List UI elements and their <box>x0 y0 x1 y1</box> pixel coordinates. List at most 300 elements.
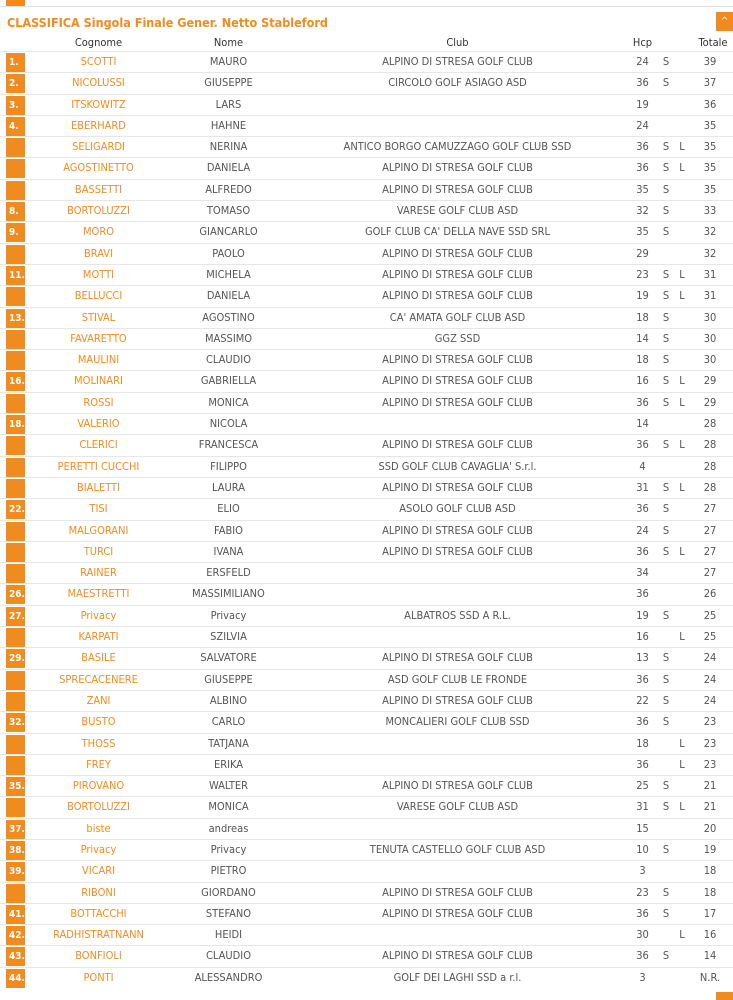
rank-badge <box>6 735 25 754</box>
rank-badge <box>6 138 25 157</box>
nome-cell: DANIELA <box>206 289 251 303</box>
hcp-cell: 35 <box>636 182 649 196</box>
table-row <box>0 775 733 796</box>
nome-cell: PAOLO <box>212 246 245 260</box>
nome-cell: FABIO <box>214 523 243 537</box>
cognome-cell[interactable]: Privacy <box>80 842 117 856</box>
header-nome: Nome <box>213 36 244 49</box>
table-row <box>0 477 733 498</box>
hcp-cell: 36 <box>636 949 649 963</box>
scroll-top-button-bottom[interactable] <box>716 992 733 1000</box>
rank-badge: 11. <box>6 266 25 285</box>
nome-cell: DANIELA <box>206 161 251 175</box>
club-cell: ALPINO DI STRESA GOLF CLUB <box>382 651 533 665</box>
chevron-up-icon: ^ <box>720 16 729 27</box>
cognome-cell[interactable]: BRAVI <box>84 246 113 260</box>
hcp-cell: 32 <box>636 204 649 218</box>
nome-cell: FILIPPO <box>210 459 247 473</box>
table-row <box>0 498 733 519</box>
cognome-cell[interactable]: FREY <box>86 757 111 771</box>
l-flag: L <box>679 928 685 942</box>
nome-cell: PIETRO <box>210 864 247 878</box>
nome-cell: MONICA <box>208 800 249 814</box>
cognome-cell[interactable]: SELIGARDI <box>72 140 125 154</box>
hcp-cell: 36 <box>636 502 649 516</box>
cognome-cell[interactable]: BELLUCCI <box>74 289 123 303</box>
hcp-cell: 16 <box>636 374 649 388</box>
rank-badge <box>6 692 25 711</box>
totale-cell: 32 <box>703 246 717 260</box>
totale-cell: 35 <box>703 118 717 132</box>
table-row <box>0 583 733 604</box>
hcp-cell: 34 <box>636 566 649 580</box>
club-cell: ALPINO DI STRESA GOLF CLUB <box>382 480 533 494</box>
nome-cell: HAHNE <box>210 118 247 132</box>
table-row <box>0 94 733 115</box>
l-flag: L <box>679 630 685 644</box>
cognome-cell[interactable]: MOLINARI <box>74 374 123 388</box>
s-flag: S <box>662 395 670 409</box>
club-cell: ALPINO DI STRESA GOLF CLUB <box>382 906 533 920</box>
table-row <box>0 818 733 839</box>
totale-cell: 31 <box>703 267 717 281</box>
totale-cell: 20 <box>703 821 717 835</box>
table-title-bar <box>0 11 733 33</box>
hcp-cell: 14 <box>636 331 649 345</box>
previous-table-edge <box>0 0 733 7</box>
rank-badge: 8. <box>6 202 25 221</box>
cognome-cell[interactable]: Privacy <box>80 608 117 622</box>
hcp-cell: 3 <box>639 970 646 984</box>
table-row <box>0 796 733 817</box>
l-flag: L <box>679 140 685 154</box>
cognome-cell[interactable]: ZANI <box>86 693 111 707</box>
table-row <box>0 733 733 754</box>
cognome-cell[interactable]: BORTOLUZZI <box>67 800 130 814</box>
hcp-cell: 24 <box>636 55 649 68</box>
nome-cell: MONICA <box>208 395 249 409</box>
table-row <box>0 669 733 690</box>
nome-cell: GIANCARLO <box>199 225 258 239</box>
hcp-cell: 14 <box>636 417 649 431</box>
rank-badge: 39. <box>6 862 25 881</box>
rank-badge: 27. <box>6 607 25 626</box>
totale-cell: 14 <box>703 949 717 963</box>
rank-badge: 18. <box>6 415 25 434</box>
cognome-cell[interactable]: EBERHARD <box>71 118 126 132</box>
totale-cell: 23 <box>703 736 717 750</box>
table-row <box>0 72 733 93</box>
cognome-cell[interactable]: PIROVANO <box>72 779 125 793</box>
hcp-cell: 15 <box>636 821 649 835</box>
hcp-cell: 36 <box>636 140 649 154</box>
club-cell: ALPINO DI STRESA GOLF CLUB <box>382 374 533 388</box>
cognome-cell[interactable]: PERETTI CUCCHI <box>57 459 140 473</box>
nome-cell: MAURO <box>209 55 248 68</box>
table-row <box>0 136 733 157</box>
club-cell: SSD GOLF CLUB CAVAGLIA' S.r.l. <box>378 459 537 473</box>
rank-badge: 41. <box>6 905 25 924</box>
s-flag: S <box>662 182 670 196</box>
totale-cell: N.R. <box>699 970 721 984</box>
nome-cell: SZILVIA <box>210 630 247 644</box>
hcp-cell: 35 <box>636 225 649 239</box>
nome-cell: FRANCESCA <box>198 438 259 452</box>
rank-badge: 4. <box>6 117 25 136</box>
club-cell: ALBATROS SSD A R.L. <box>404 608 511 622</box>
club-cell: ANTICO BORGO CAMUZZAGO GOLF CLUB SSD <box>343 140 572 154</box>
table-row <box>0 115 733 136</box>
hcp-cell: 19 <box>636 289 649 303</box>
totale-cell: 27 <box>703 523 717 537</box>
l-flag: L <box>679 544 685 558</box>
hcp-cell: 3 <box>639 864 646 878</box>
hcp-cell: 36 <box>636 587 649 601</box>
hcp-cell: 36 <box>636 715 649 729</box>
hcp-cell: 23 <box>636 267 649 281</box>
club-cell: ALPINO DI STRESA GOLF CLUB <box>382 523 533 537</box>
rank-badge <box>6 798 25 817</box>
totale-cell: 33 <box>703 204 717 218</box>
s-flag: S <box>662 353 670 367</box>
s-flag: S <box>662 715 670 729</box>
table-row <box>0 285 733 306</box>
cognome-cell[interactable]: BORTOLUZZI <box>67 204 130 218</box>
header-club: Club <box>446 36 469 49</box>
s-flag: S <box>662 885 670 899</box>
cognome-cell[interactable]: THOSS <box>81 736 116 750</box>
totale-cell: 18 <box>703 864 717 878</box>
s-flag: S <box>662 842 670 856</box>
hcp-cell: 31 <box>636 480 649 494</box>
totale-cell: 28 <box>703 417 717 431</box>
cognome-cell[interactable]: TURCI <box>83 544 114 558</box>
totale-cell: 19 <box>703 842 717 856</box>
club-cell: ALPINO DI STRESA GOLF CLUB <box>382 544 533 558</box>
l-flag: L <box>679 267 685 281</box>
s-flag: S <box>662 672 670 686</box>
s-flag: S <box>662 140 670 154</box>
rank-badge: 1. <box>6 53 25 72</box>
club-cell: ALPINO DI STRESA GOLF CLUB <box>382 267 533 281</box>
club-cell: CA' AMATA GOLF CLUB ASD <box>389 310 526 324</box>
rank-badge: 13. <box>6 309 25 328</box>
totale-cell: 30 <box>703 353 717 367</box>
cognome-cell[interactable]: RIBONI <box>81 885 116 899</box>
cognome-cell[interactable]: RADHISTRATNANN <box>53 928 144 942</box>
rank-badge <box>6 628 25 647</box>
s-flag: S <box>662 438 670 452</box>
hcp-cell: 30 <box>636 928 649 942</box>
table-row <box>0 456 733 477</box>
cognome-cell[interactable]: BASILE <box>81 651 116 665</box>
table-row <box>0 626 733 647</box>
table-row <box>0 562 733 583</box>
cognome-cell[interactable]: AGOSTINETTO <box>63 161 134 175</box>
s-flag: S <box>662 267 670 281</box>
cognome-cell[interactable]: BIALETTI <box>76 480 121 494</box>
totale-cell: 25 <box>703 608 717 622</box>
hcp-cell: 36 <box>636 76 649 90</box>
l-flag: L <box>679 289 685 303</box>
totale-cell: 39 <box>703 55 717 68</box>
s-flag: S <box>662 523 670 537</box>
club-cell: ALPINO DI STRESA GOLF CLUB <box>382 289 533 303</box>
totale-cell: 23 <box>703 715 717 729</box>
hcp-cell: 4 <box>639 459 646 473</box>
nome-cell: NICOLA <box>209 417 248 431</box>
divider <box>0 6 733 7</box>
table-row <box>0 51 733 72</box>
nome-cell: CLAUDIO <box>205 353 251 367</box>
cognome-cell[interactable]: BONFIOLI <box>75 949 122 963</box>
l-flag: L <box>679 374 685 388</box>
club-cell: VARESE GOLF CLUB ASD <box>396 800 519 814</box>
cognome-cell[interactable]: ITSKOWITZ <box>71 97 126 111</box>
table-row <box>0 221 733 242</box>
cognome-cell[interactable]: ROSSI <box>83 395 114 409</box>
table-row <box>0 605 733 626</box>
totale-cell: 30 <box>703 310 717 324</box>
nome-cell: MICHELA <box>206 267 251 281</box>
rank-badge: 44. <box>6 969 25 988</box>
table-row <box>0 520 733 541</box>
cognome-cell[interactable]: FAVARETTO <box>70 331 127 345</box>
totale-cell: 31 <box>703 289 717 303</box>
club-cell: VARESE GOLF CLUB ASD <box>396 204 519 218</box>
s-flag: S <box>662 76 670 90</box>
rank-badge: 16. <box>6 372 25 391</box>
header-cognome: Cognome <box>74 36 123 49</box>
hcp-cell: 24 <box>636 118 649 132</box>
table-row <box>0 264 733 285</box>
club-cell: ALPINO DI STRESA GOLF CLUB <box>382 395 533 409</box>
totale-cell: 36 <box>703 97 717 111</box>
rank-badge <box>6 522 25 541</box>
nome-cell: ALESSANDRO <box>194 970 263 984</box>
page-title: CLASSIFICA Singola Finale Gener. Netto Stableford <box>7 15 328 30</box>
rank-badge <box>6 564 25 583</box>
scroll-top-button[interactable] <box>716 12 733 31</box>
s-flag: S <box>662 502 670 516</box>
nome-cell: HEIDI <box>214 928 243 942</box>
nome-cell: ERSFELD <box>206 566 251 580</box>
cognome-cell[interactable]: BUSTO <box>81 715 116 729</box>
nome-cell: GABRIELLA <box>200 374 257 388</box>
cognome-cell[interactable]: SPRECACENERE <box>59 672 138 686</box>
rank-badge <box>6 330 25 349</box>
l-flag: L <box>679 480 685 494</box>
club-cell: ALPINO DI STRESA GOLF CLUB <box>382 438 533 452</box>
totale-cell: 37 <box>703 76 717 90</box>
club-cell: CIRCOLO GOLF ASIAGO ASD <box>388 76 527 90</box>
rank-badge: 29. <box>6 649 25 668</box>
table-row <box>0 754 733 775</box>
cognome-cell[interactable]: SCOTTI <box>80 55 117 68</box>
rank-badge <box>6 671 25 690</box>
table-row <box>0 711 733 732</box>
cognome-cell[interactable]: STIVAL <box>81 310 116 324</box>
nome-cell: IVANA <box>213 544 244 558</box>
totale-cell: 27 <box>703 544 717 558</box>
cognome-cell[interactable]: VALERIO <box>77 417 120 431</box>
s-flag: S <box>662 608 670 622</box>
table-row <box>0 370 733 391</box>
nome-cell: GIORDANO <box>201 885 256 899</box>
club-cell: ASOLO GOLF CLUB ASD <box>399 502 516 516</box>
rank-badge: 2. <box>6 74 25 93</box>
cognome-cell[interactable]: NICOLUSSI <box>72 76 125 90</box>
rank-badge <box>6 394 25 413</box>
cognome-cell[interactable]: biste <box>86 821 111 835</box>
rank-badge <box>6 245 25 264</box>
nome-cell: Privacy <box>210 608 247 622</box>
hcp-cell: 10 <box>636 842 649 856</box>
club-cell: GOLF DEI LAGHI SSD a r.l. <box>393 970 522 984</box>
rank-badge: 9. <box>6 223 25 242</box>
totale-cell: 27 <box>703 502 717 516</box>
table-row <box>0 434 733 455</box>
table-row <box>0 882 733 903</box>
totale-cell: 35 <box>703 140 717 154</box>
totale-cell: 25 <box>703 630 717 644</box>
rank-badge: 38. <box>6 841 25 860</box>
hcp-cell: 18 <box>636 736 649 750</box>
totale-cell: 16 <box>703 928 717 942</box>
totale-cell: 28 <box>703 459 717 473</box>
hcp-cell: 36 <box>636 672 649 686</box>
table-row <box>0 924 733 945</box>
club-cell: TENUTA CASTELLO GOLF CLUB ASD <box>369 842 546 856</box>
rank-badge <box>6 351 25 370</box>
cognome-cell[interactable]: VICARI <box>81 864 116 878</box>
hcp-cell: 13 <box>636 651 649 665</box>
l-flag: L <box>679 438 685 452</box>
l-flag: L <box>679 736 685 750</box>
club-cell: ALPINO DI STRESA GOLF CLUB <box>382 55 533 68</box>
totale-cell: 28 <box>703 438 717 452</box>
rank-badge <box>6 436 25 455</box>
table-row <box>0 690 733 711</box>
rank-badge <box>6 479 25 498</box>
club-cell: MONCALIERI GOLF CLUB SSD <box>385 715 530 729</box>
nome-cell: ALFREDO <box>205 182 252 196</box>
nome-cell: MASSIMILIANO <box>192 587 265 601</box>
totale-cell: 27 <box>703 566 717 580</box>
club-cell: ALPINO DI STRESA GOLF CLUB <box>382 693 533 707</box>
header-totale: Totale <box>698 36 728 49</box>
hcp-cell: 29 <box>636 246 649 260</box>
s-flag: S <box>662 225 670 239</box>
hcp-cell: 19 <box>636 608 649 622</box>
s-flag: S <box>662 480 670 494</box>
rank-badge: 35. <box>6 777 25 796</box>
totale-cell: 30 <box>703 331 717 345</box>
l-flag: L <box>679 395 685 409</box>
header-hcp: Hcp <box>632 36 653 49</box>
cognome-cell[interactable]: BOTTACCHI <box>70 906 127 920</box>
table-row <box>0 349 733 370</box>
nome-cell: LARS <box>215 97 242 111</box>
club-cell: GOLF CLUB CA' DELLA NAVE SSD SRL <box>364 225 551 239</box>
totale-cell: 24 <box>703 672 717 686</box>
club-cell: GGZ SSD <box>434 331 481 345</box>
s-flag: S <box>662 693 670 707</box>
s-flag: S <box>662 544 670 558</box>
nome-cell: MASSIMO <box>204 331 253 345</box>
hcp-cell: 16 <box>636 630 649 644</box>
rank-badge: 22. <box>6 500 25 519</box>
cognome-cell[interactable]: CLERICI <box>79 438 118 452</box>
s-flag: S <box>662 651 670 665</box>
hcp-cell: 36 <box>636 906 649 920</box>
cognome-cell[interactable]: TISI <box>89 502 108 516</box>
cognome-cell[interactable]: MOTTI <box>82 267 115 281</box>
nome-cell: ALBINO <box>209 693 248 707</box>
l-flag: L <box>679 757 685 771</box>
cognome-cell[interactable]: PONTI <box>83 970 114 984</box>
rank-badge: 42. <box>6 926 25 945</box>
hcp-cell: 36 <box>636 544 649 558</box>
nome-cell: LAURA <box>212 480 245 494</box>
hcp-cell: 25 <box>636 779 649 793</box>
s-flag: S <box>662 161 670 175</box>
hcp-cell: 36 <box>636 395 649 409</box>
rank-badge: 43. <box>6 947 25 966</box>
cognome-cell[interactable]: BASSETTI <box>74 182 123 196</box>
table-row <box>0 200 733 221</box>
hcp-cell: 18 <box>636 353 649 367</box>
club-cell: ASD GOLF CLUB LE FRONDE <box>387 672 528 686</box>
table-row <box>0 541 733 562</box>
hcp-cell: 19 <box>636 97 649 111</box>
club-cell: ALPINO DI STRESA GOLF CLUB <box>382 949 533 963</box>
totale-cell: 17 <box>703 906 717 920</box>
totale-cell: 21 <box>703 779 717 793</box>
nome-cell: andreas <box>208 821 249 835</box>
cognome-cell[interactable]: MORO <box>83 225 114 239</box>
totale-cell: 24 <box>703 651 717 665</box>
l-flag: L <box>679 161 685 175</box>
table-row <box>0 392 733 413</box>
cognome-cell[interactable]: MALGORANI <box>68 523 129 537</box>
nome-cell: GIUSEPPE <box>204 76 253 90</box>
s-flag: S <box>662 204 670 218</box>
hcp-cell: 22 <box>636 693 649 707</box>
rank-badge <box>6 159 25 178</box>
cognome-cell[interactable]: KARPATI <box>78 630 119 644</box>
nome-cell: WALTER <box>208 779 249 793</box>
table-row <box>0 243 733 264</box>
s-flag: S <box>662 949 670 963</box>
cognome-cell[interactable]: RAINER <box>80 566 117 580</box>
table-row <box>0 839 733 860</box>
cognome-cell[interactable]: MAESTRETTI <box>67 587 130 601</box>
table-row <box>0 967 733 988</box>
nome-cell: ELIO <box>217 502 240 516</box>
cognome-cell[interactable]: MAULINI <box>77 353 120 367</box>
club-cell: ALPINO DI STRESA GOLF CLUB <box>382 246 533 260</box>
s-flag: S <box>662 779 670 793</box>
totale-cell: 28 <box>703 480 717 494</box>
totale-cell: 29 <box>703 374 717 388</box>
nome-cell: STEFANO <box>205 906 252 920</box>
nome-cell: NERINA <box>209 140 248 154</box>
hcp-cell: 36 <box>636 161 649 175</box>
nome-cell: TOMASO <box>206 204 251 218</box>
nome-cell: CARLO <box>211 715 246 729</box>
table-header <box>0 33 733 52</box>
